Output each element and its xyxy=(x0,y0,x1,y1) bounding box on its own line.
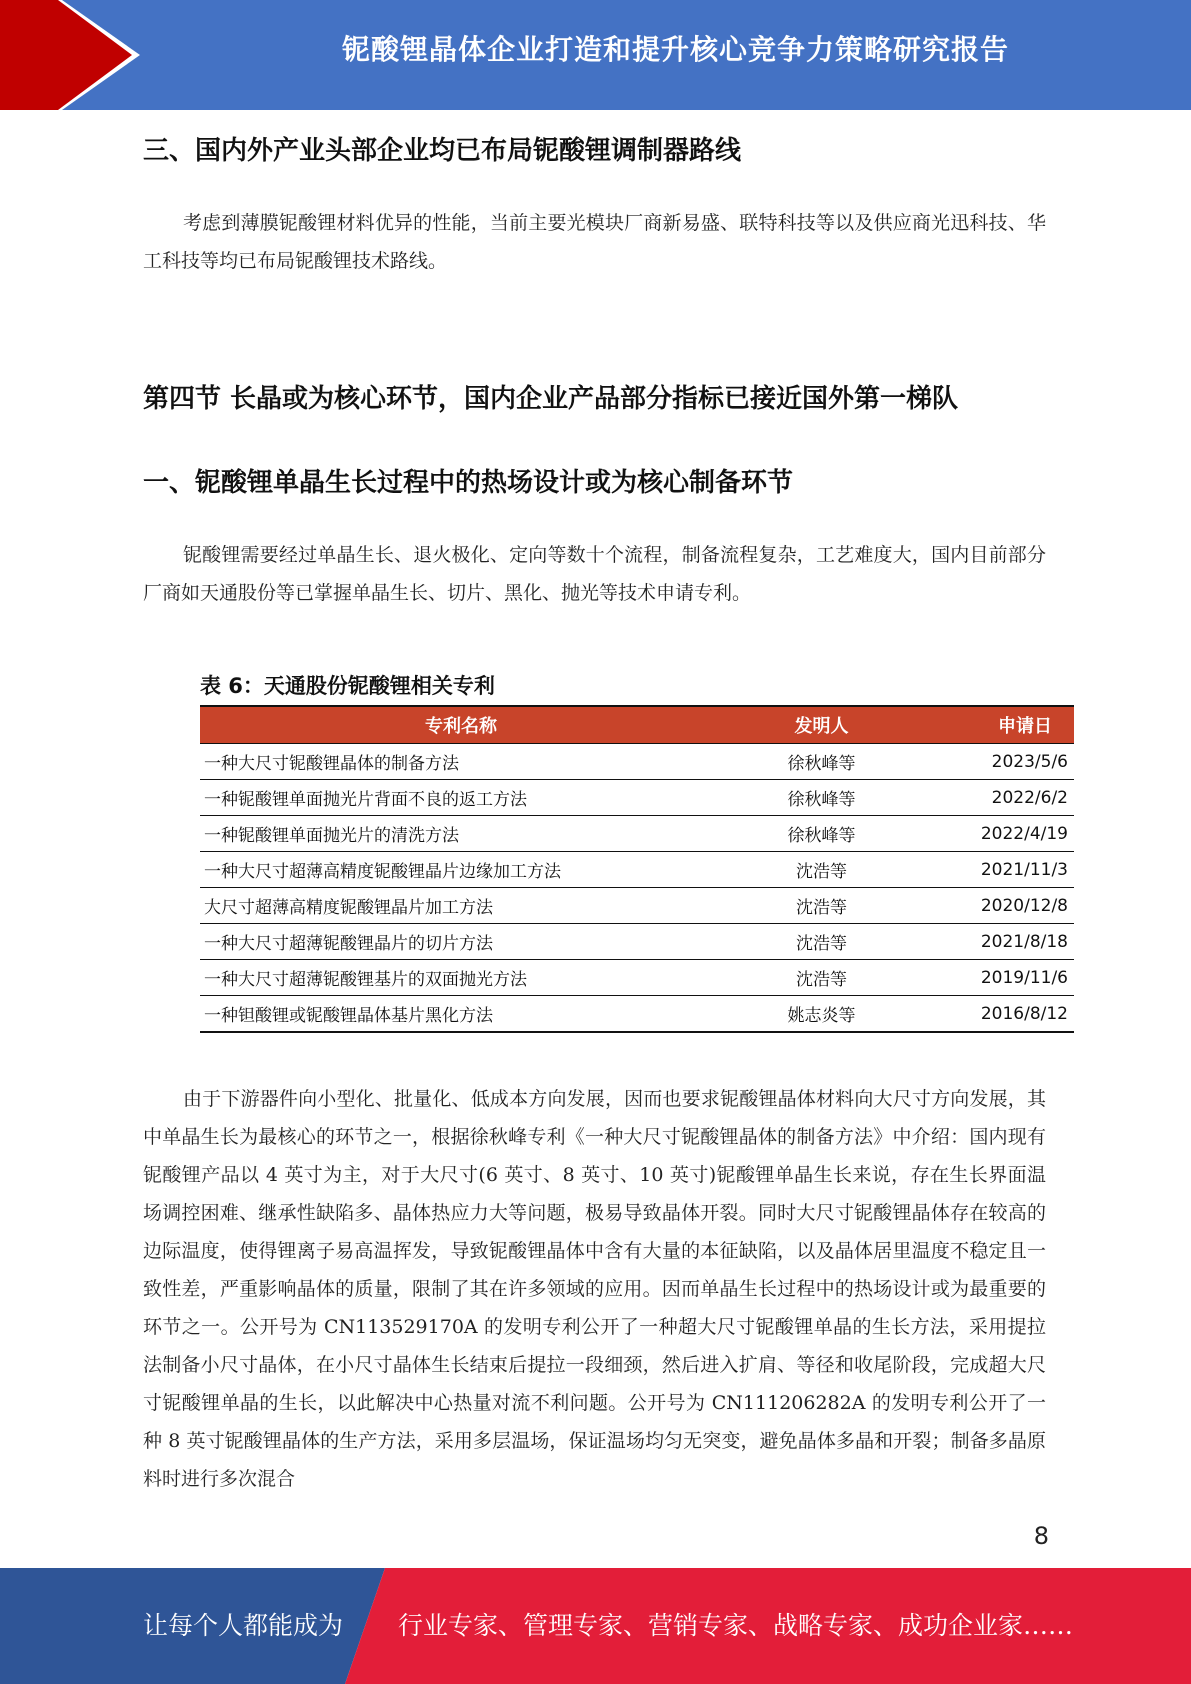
patent-date: 2020/12/8 xyxy=(921,888,1074,924)
patent-name: 一种大尺寸超薄高精度铌酸锂晶片边缘加工方法 xyxy=(200,852,722,888)
column-header-name: 专利名称 xyxy=(200,706,722,744)
patent-date: 2022/6/2 xyxy=(921,780,1074,816)
table-row xyxy=(200,960,1074,996)
patent-inventor: 沈浩等 xyxy=(722,960,921,996)
subsection-paragraph: 铌酸锂需要经过单晶生长、退火极化、定向等数十个流程，制备流程复杂，工艺难度大，国内目前部分厂商如天通股份等已掌握单晶生长、切片、黑化、抛光等技术申请专利。 xyxy=(143,544,1046,604)
patent-name: 一种大尺寸铌酸锂晶体的制备方法 xyxy=(200,744,722,780)
footer-slogan-left: 让每个人都能成为 xyxy=(143,1611,344,1640)
footer-slogan-right: 行业专家、管理专家、营销专家、战略专家、成功企业家…… xyxy=(398,1611,1074,1640)
patent-name: 一种大尺寸超薄铌酸锂晶片的切片方法 xyxy=(200,924,722,960)
section-paragraph: 考虑到薄膜铌酸锂材料优异的性能，当前主要光模块厂商新易盛、联特科技等以及供应商光迅科技、华工科技等均已布局铌酸锂技术路线。 xyxy=(143,212,1046,272)
page-number: 8 xyxy=(1033,1522,1049,1550)
patent-date: 2022/4/19 xyxy=(921,816,1074,852)
chapter-heading: 第四节 长晶或为核心环节，国内企业产品部分指标已接近国外第一梯队 xyxy=(143,384,959,414)
patent-date: 2021/8/18 xyxy=(921,924,1074,960)
patent-name: 一种铌酸锂单面抛光片背面不良的返工方法 xyxy=(200,780,722,816)
page-header xyxy=(0,0,1191,110)
section-heading: 三、国内外产业头部企业均已布局铌酸锂调制器路线 xyxy=(143,136,742,166)
table-row xyxy=(200,852,1074,888)
body-paragraph: 由于下游器件向小型化、批量化、低成本方向发展，因而也要求铌酸锂晶体材料向大尺寸方向发展，其中单晶生长为最核心的环节之一，根据徐秋峰专利《一种大尺寸铌酸锂晶体的制备方法》中介绍：国内现有铌酸锂产品以 4 英寸为主，对于大尺寸(6 英寸、8 英寸、10 英寸)铌酸锂单晶生长来说，存在生长界面温场调控困难、继承性缺陷多、晶体热应力大等问题，极易导致晶体开裂。同时大尺寸铌酸锂晶体存在较高的边际温度，使得锂离子易高温挥发，导致铌酸锂晶体中含有大量的本征缺陷，以及晶体居里温度不稳定且一致性差，严重影响晶体的质量，限制了其在许多领域的应用。因而单晶生长过程中的热场设计或为最重要的环节之一。公开号为 CN113529170A 的发明专利公开了一种超大尺寸铌酸锂单晶的生长方法，采用提拉法制备小尺寸晶体，在小尺寸晶体生长结束后提拉一段细颈，然后进入扩肩、等径和收尾阶段，完成超大尺寸铌酸锂单晶的生长，以此解决中心热量对流不利问题。公开号为 CN111206282A 的发明专利公开了一种 8 英寸铌酸锂晶体的生产方法，采用多层温场，保证温场均匀无突变，避免晶体多晶和开裂；制备多晶原料时进行多次混合 xyxy=(143,1088,1046,1490)
table-title: 表 6：天通股份铌酸锂相关专利 xyxy=(200,674,495,698)
patent-inventor: 徐秋峰等 xyxy=(722,744,921,780)
table-row xyxy=(200,780,1074,816)
column-header-inventor: 发明人 xyxy=(722,706,921,744)
patent-inventor: 姚志炎等 xyxy=(722,996,921,1033)
header-title: 铌酸锂晶体企业打造和提升核心竞争力策略研究报告 xyxy=(341,33,1009,66)
patent-inventor: 徐秋峰等 xyxy=(722,816,921,852)
patent-inventor: 沈浩等 xyxy=(722,852,921,888)
patent-name: 大尺寸超薄高精度铌酸锂晶片加工方法 xyxy=(200,888,722,924)
header-arrow-icon xyxy=(0,0,150,110)
patent-date: 2021/11/3 xyxy=(921,852,1074,888)
table-row xyxy=(200,924,1074,960)
column-header-date: 申请日 xyxy=(921,706,1074,744)
table-row xyxy=(200,996,1074,1033)
page-footer xyxy=(0,1568,1191,1684)
patent-date: 2019/11/6 xyxy=(921,960,1074,996)
table-row xyxy=(200,816,1074,852)
patent-date: 2016/8/12 xyxy=(921,996,1074,1033)
patent-inventor: 沈浩等 xyxy=(722,924,921,960)
table-row xyxy=(200,888,1074,924)
table-row xyxy=(200,744,1074,780)
patent-table xyxy=(200,705,1074,1033)
patent-name: 一种大尺寸超薄铌酸锂基片的双面抛光方法 xyxy=(200,960,722,996)
patent-name: 一种钽酸锂或铌酸锂晶体基片黑化方法 xyxy=(200,996,722,1033)
patent-inventor: 沈浩等 xyxy=(722,888,921,924)
patent-name: 一种铌酸锂单面抛光片的清洗方法 xyxy=(200,816,722,852)
patent-date: 2023/5/6 xyxy=(921,744,1074,780)
subsection-heading: 一、铌酸锂单晶生长过程中的热场设计或为核心制备环节 xyxy=(143,468,794,498)
patent-inventor: 徐秋峰等 xyxy=(722,780,921,816)
table-header-row xyxy=(200,706,1074,744)
